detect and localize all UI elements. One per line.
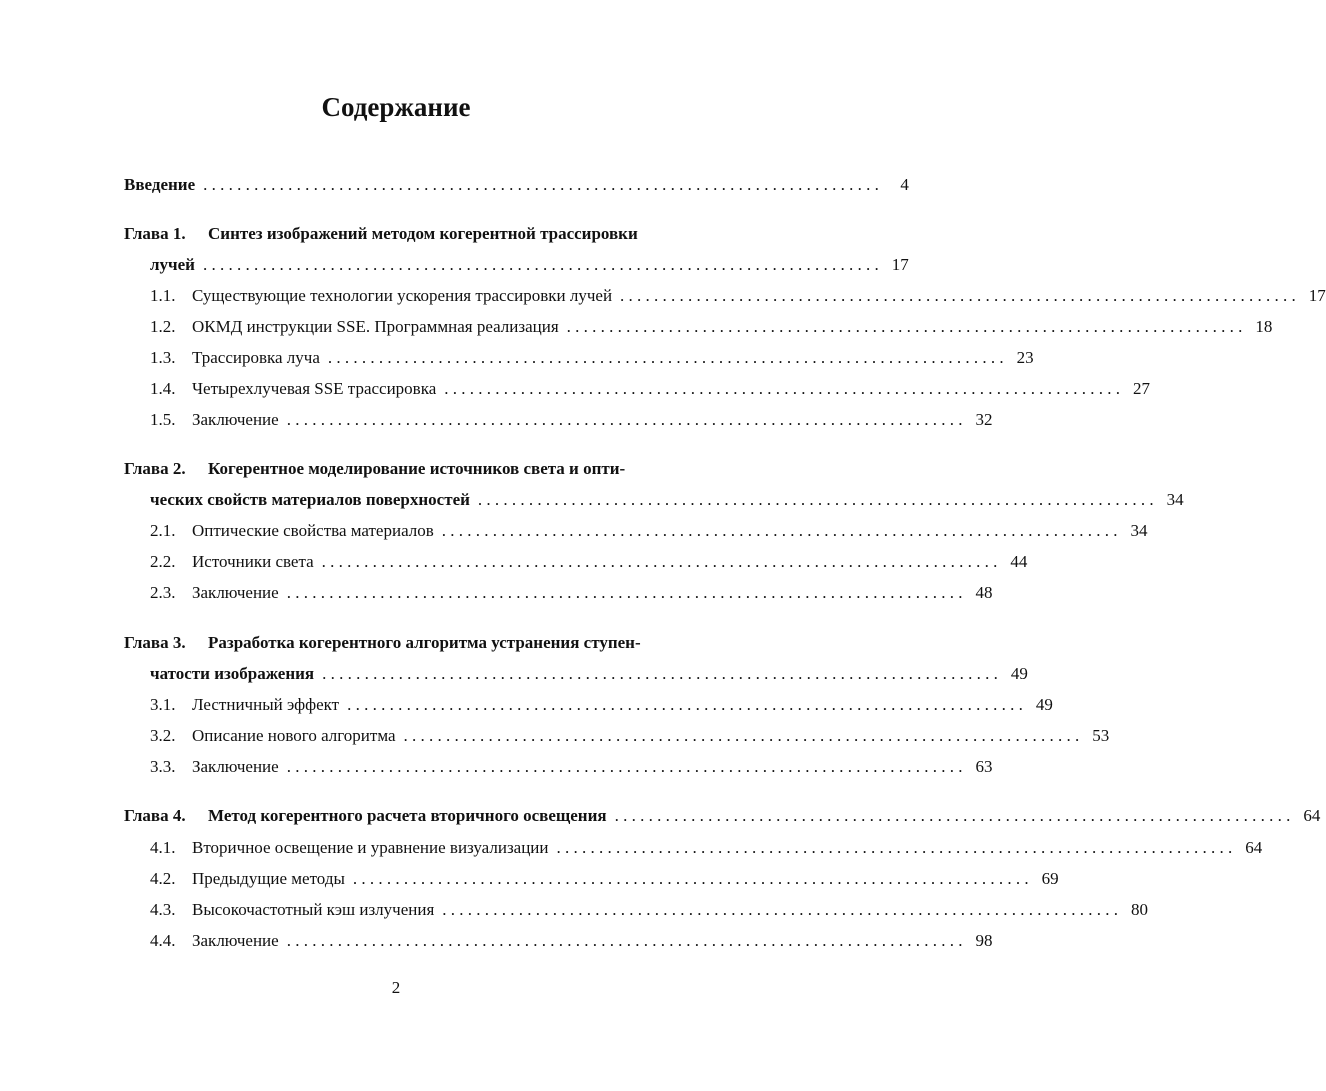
section-title: Заключение <box>192 757 279 776</box>
chapter-number: Глава 3. <box>124 633 186 652</box>
toc-chapter-4-heading[interactable] <box>124 804 1321 828</box>
section-title: Заключение <box>192 410 279 429</box>
dot-leader: . . . . . . . . . . . . . . . . . . . . . . . . . . . . . . . . . . . . . . . . . . . . . . . . . . . . . . . . . . . . . . . . . . . . . . . . . . . . . . . . <box>286 583 963 602</box>
toc-intro[interactable] <box>124 173 909 197</box>
toc-intro-label: Введение <box>124 175 196 194</box>
section-number: 2.1. <box>150 521 176 540</box>
section-title: Описание нового алгоритма <box>192 726 396 745</box>
section-title: Высокочастотный кэш излучения <box>192 900 435 919</box>
toc-section-3-3[interactable] <box>150 755 993 779</box>
section-number: 1.2. <box>150 317 176 336</box>
section-number: 4.1. <box>150 838 176 857</box>
section-page: 49 <box>1035 695 1053 714</box>
section-page: 63 <box>975 757 993 776</box>
toc-intro-page: 4 <box>900 175 909 194</box>
section-number: 3.1. <box>150 695 176 714</box>
dot-leader: . . . . . . . . . . . . . . . . . . . . . . . . . . . . . . . . . . . . . . . . . . . . . . . . . . . . . . . . . . . . . . . . . . . . . . . . . . . . . . . . <box>566 317 1243 336</box>
chapter-number: Глава 2. <box>124 459 186 478</box>
chapter-title-line2: ческих свойств материалов поверхностей <box>150 490 470 509</box>
section-title: Источники света <box>192 552 314 571</box>
section-page: 44 <box>1010 552 1028 571</box>
section-title: Трассировка луча <box>192 348 320 367</box>
toc-section-3-2[interactable] <box>150 724 1110 748</box>
dot-leader: . . . . . . . . . . . . . . . . . . . . . . . . . . . . . . . . . . . . . . . . . . . . . . . . . . . . . . . . . . . . . . . . . . . . . . . . . . . . . . . . <box>286 410 963 429</box>
toc-section-1-5[interactable] <box>150 408 993 432</box>
chapter-page: 17 <box>891 255 909 274</box>
toc-section-3-1[interactable] <box>150 693 1053 717</box>
section-page: 27 <box>1133 379 1151 398</box>
dot-leader: . . . . . . . . . . . . . . . . . . . . . . . . . . . . . . . . . . . . . . . . . . . . . . . . . . . . . . . . . . . . . . . . . . . . . . . . . . . . . . . . <box>444 379 1121 398</box>
dot-leader: . . . . . . . . . . . . . . . . . . . . . . . . . . . . . . . . . . . . . . . . . . . . . . . . . . . . . . . . . . . . . . . . . . . . . . . . . . . . . . . . <box>477 490 1154 509</box>
section-number: 3.2. <box>150 726 176 745</box>
section-page: 18 <box>1255 317 1273 336</box>
toc-chapter-3-heading[interactable] <box>124 631 698 655</box>
section-title: Четырехлучевая SSE трассировка <box>192 379 437 398</box>
section-number: 4.4. <box>150 931 176 950</box>
section-number: 1.5. <box>150 410 176 429</box>
chapter-title-line1: Синтез изображений методом когерентной трассировки <box>208 224 638 243</box>
section-title: Вторичное освещение и уравнение визуализации <box>192 838 549 857</box>
dot-leader: . . . . . . . . . . . . . . . . . . . . . . . . . . . . . . . . . . . . . . . . . . . . . . . . . . . . . . . . . . . . . . . . . . . . . . . . . . . . . . . . <box>614 806 1291 825</box>
section-title: ОКМД инструкции SSE. Программная реализация <box>192 317 559 336</box>
chapter-number: Глава 4. <box>124 806 186 825</box>
section-title: Заключение <box>192 931 279 950</box>
dot-leader: . . . . . . . . . . . . . . . . . . . . . . . . . . . . . . . . . . . . . . . . . . . . . . . . . . . . . . . . . . . . . . . . . . . . . . . . . . . . . . . . <box>442 900 1119 919</box>
section-page: 34 <box>1130 521 1148 540</box>
dot-leader: . . . . . . . . . . . . . . . . . . . . . . . . . . . . . . . . . . . . . . . . . . . . . . . . . . . . . . . . . . . . . . . . . . . . . . . . . . . . . . . . <box>203 175 879 194</box>
toc-chapter-3-cont[interactable] <box>150 662 1028 686</box>
toc-section-2-3[interactable] <box>150 581 993 605</box>
page-title: Содержание <box>321 92 471 122</box>
section-title: Заключение <box>192 583 279 602</box>
toc-section-2-2[interactable] <box>150 550 1028 574</box>
section-number: 2.2. <box>150 552 176 571</box>
toc-section-2-1[interactable] <box>150 519 1148 543</box>
chapter-page: 64 <box>1303 806 1321 825</box>
toc-chapter-1-cont[interactable] <box>150 253 909 277</box>
chapter-title-line1: Когерентное моделирование источников света и опти- <box>208 459 626 478</box>
chapter-page: 34 <box>1166 490 1184 509</box>
toc-section-1-3[interactable] <box>150 346 1034 370</box>
section-page: 17 <box>1308 286 1326 305</box>
section-title: Оптические свойства материалов <box>192 521 434 540</box>
dot-leader: . . . . . . . . . . . . . . . . . . . . . . . . . . . . . . . . . . . . . . . . . . . . . . . . . . . . . . . . . . . . . . . . . . . . . . . . . . . . . . . . <box>321 552 998 571</box>
toc-section-1-4[interactable] <box>150 377 1151 401</box>
chapter-title-line2: чатости изображения <box>150 664 315 683</box>
section-number: 1.4. <box>150 379 176 398</box>
toc-chapter-1-heading[interactable] <box>124 222 698 246</box>
section-title: Предыдущие методы <box>192 869 345 888</box>
section-title: Существующие технологии ускорения трассировки лучей <box>192 286 613 305</box>
section-number: 4.2. <box>150 869 176 888</box>
dot-leader: . . . . . . . . . . . . . . . . . . . . . . . . . . . . . . . . . . . . . . . . . . . . . . . . . . . . . . . . . . . . . . . . . . . . . . . . . . . . . . . . <box>322 664 998 683</box>
dot-leader: . . . . . . . . . . . . . . . . . . . . . . . . . . . . . . . . . . . . . . . . . . . . . . . . . . . . . . . . . . . . . . . . . . . . . . . . . . . . . . . . <box>202 255 879 274</box>
section-page: 23 <box>1016 348 1034 367</box>
chapter-number: Глава 1. <box>124 224 186 243</box>
dot-leader: . . . . . . . . . . . . . . . . . . . . . . . . . . . . . . . . . . . . . . . . . . . . . . . . . . . . . . . . . . . . . . . . . . . . . . . . . . . . . . . . <box>352 869 1029 888</box>
section-page: 32 <box>975 410 993 429</box>
section-number: 2.3. <box>150 583 176 602</box>
dot-leader: . . . . . . . . . . . . . . . . . . . . . . . . . . . . . . . . . . . . . . . . . . . . . . . . . . . . . . . . . . . . . . . . . . . . . . . . . . . . . . . . <box>403 726 1080 745</box>
section-page: 80 <box>1131 900 1149 919</box>
section-page: 53 <box>1092 726 1110 745</box>
chapter-title-line1: Метод когерентного расчета вторичного освещения <box>208 806 607 825</box>
dot-leader: . . . . . . . . . . . . . . . . . . . . . . . . . . . . . . . . . . . . . . . . . . . . . . . . . . . . . . . . . . . . . . . . . . . . . . . . . . . . . . . . <box>286 931 963 950</box>
toc-chapter-2-cont[interactable] <box>150 488 1184 512</box>
toc-section-4-4[interactable] <box>150 929 993 953</box>
section-title: Лестничный эффект <box>192 695 340 714</box>
section-page: 98 <box>975 931 993 950</box>
toc-section-4-2[interactable] <box>150 867 1059 891</box>
dot-leader: . . . . . . . . . . . . . . . . . . . . . . . . . . . . . . . . . . . . . . . . . . . . . . . . . . . . . . . . . . . . . . . . . . . . . . . . . . . . . . . . <box>286 757 963 776</box>
dot-leader: . . . . . . . . . . . . . . . . . . . . . . . . . . . . . . . . . . . . . . . . . . . . . . . . . . . . . . . . . . . . . . . . . . . . . . . . . . . . . . . . <box>556 838 1233 857</box>
dot-leader: . . . . . . . . . . . . . . . . . . . . . . . . . . . . . . . . . . . . . . . . . . . . . . . . . . . . . . . . . . . . . . . . . . . . . . . . . . . . . . . . <box>620 286 1296 305</box>
toc-chapter-2-heading[interactable] <box>124 457 698 481</box>
section-number: 4.3. <box>150 900 176 919</box>
dot-leader: . . . . . . . . . . . . . . . . . . . . . . . . . . . . . . . . . . . . . . . . . . . . . . . . . . . . . . . . . . . . . . . . . . . . . . . . . . . . . . . . <box>347 695 1023 714</box>
toc-section-4-1[interactable] <box>150 836 1263 860</box>
toc-section-4-3[interactable] <box>150 898 1149 922</box>
section-number: 1.1. <box>150 286 176 305</box>
section-page: 48 <box>975 583 993 602</box>
dot-leader: . . . . . . . . . . . . . . . . . . . . . . . . . . . . . . . . . . . . . . . . . . . . . . . . . . . . . . . . . . . . . . . . . . . . . . . . . . . . . . . . <box>327 348 1004 367</box>
toc-section-1-1[interactable] <box>150 284 1326 308</box>
chapter-page: 49 <box>1010 664 1028 683</box>
toc-section-1-2[interactable] <box>150 315 1273 339</box>
section-number: 1.3. <box>150 348 176 367</box>
dot-leader: . . . . . . . . . . . . . . . . . . . . . . . . . . . . . . . . . . . . . . . . . . . . . . . . . . . . . . . . . . . . . . . . . . . . . . . . . . . . . . . . <box>441 521 1118 540</box>
section-page: 69 <box>1041 869 1059 888</box>
section-number: 3.3. <box>150 757 176 776</box>
chapter-title-line2: лучей <box>150 255 195 274</box>
page-number: 2 <box>391 978 401 997</box>
chapter-title-line1: Разработка когерентного алгоритма устранения ступен- <box>208 633 641 652</box>
section-page: 64 <box>1245 838 1263 857</box>
